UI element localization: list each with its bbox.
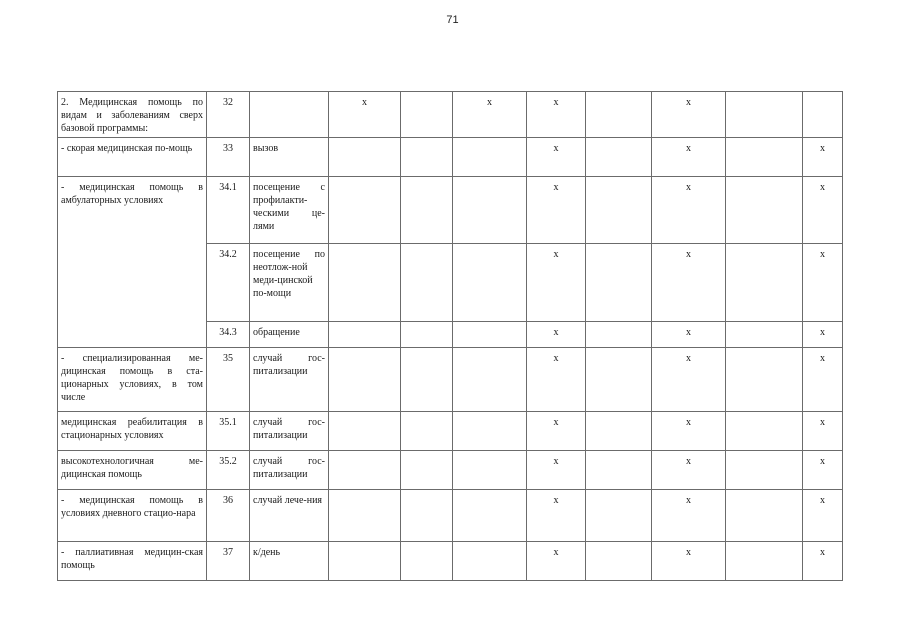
row-unit: посещение с профилакти-ческими це-лями xyxy=(250,177,329,244)
value-cell xyxy=(586,490,652,542)
row-number: 37 xyxy=(207,542,250,581)
value-cell: х xyxy=(803,244,843,322)
value-cell xyxy=(401,177,453,244)
value-cell xyxy=(401,244,453,322)
value-cell: х xyxy=(527,244,586,322)
value-cell: х xyxy=(652,138,726,177)
value-cell: х xyxy=(803,412,843,451)
value-cell xyxy=(726,92,803,138)
value-cell: х xyxy=(527,348,586,412)
value-cell xyxy=(401,322,453,348)
row-unit: случай гос-питализации xyxy=(250,348,329,412)
row-unit: случай гос-питализации xyxy=(250,451,329,490)
value-cell xyxy=(586,542,652,581)
table-row xyxy=(58,348,843,412)
value-cell: х xyxy=(527,451,586,490)
value-cell: х xyxy=(527,542,586,581)
value-cell xyxy=(453,542,527,581)
row-name: высокотехнологичная ме-дицинская помощь xyxy=(58,451,207,490)
row-number: 34.3 xyxy=(207,322,250,348)
table-row xyxy=(58,451,843,490)
value-cell: х xyxy=(527,177,586,244)
value-cell xyxy=(329,348,401,412)
row-name: - медицинская помощь в условиях дневного стацио-нара xyxy=(58,490,207,542)
value-cell: х xyxy=(329,92,401,138)
value-cell xyxy=(453,322,527,348)
value-cell: х xyxy=(652,92,726,138)
value-cell xyxy=(726,490,803,542)
value-cell xyxy=(453,138,527,177)
value-cell xyxy=(453,490,527,542)
value-cell: х xyxy=(652,451,726,490)
row-unit: вызов xyxy=(250,138,329,177)
value-cell xyxy=(401,490,453,542)
value-cell: х xyxy=(803,138,843,177)
value-cell xyxy=(401,92,453,138)
value-cell xyxy=(726,412,803,451)
table-container xyxy=(57,91,842,581)
row-name: - медицинская помощь в амбулаторных условиях xyxy=(58,177,207,348)
row-name: 2. Медицинская помощь по видам и заболеваниям сверх базовой программы: xyxy=(58,92,207,138)
table-row xyxy=(58,177,843,244)
value-cell xyxy=(329,138,401,177)
value-cell: х xyxy=(652,348,726,412)
value-cell xyxy=(329,322,401,348)
value-cell xyxy=(726,348,803,412)
value-cell: х xyxy=(527,92,586,138)
row-unit: случай лече-ния xyxy=(250,490,329,542)
row-name: медицинская реабилитация в стационарных условиях xyxy=(58,412,207,451)
value-cell xyxy=(329,451,401,490)
value-cell xyxy=(401,542,453,581)
value-cell: х xyxy=(803,322,843,348)
value-cell xyxy=(401,412,453,451)
value-cell: х xyxy=(453,92,527,138)
row-unit: посещение по неотлож-ной меди-цинской по-мощи xyxy=(250,244,329,322)
value-cell xyxy=(329,412,401,451)
value-cell: х xyxy=(803,542,843,581)
row-number: 32 xyxy=(207,92,250,138)
value-cell xyxy=(329,542,401,581)
table-row xyxy=(58,92,843,138)
table-row xyxy=(58,412,843,451)
value-cell: х xyxy=(527,322,586,348)
row-unit xyxy=(250,92,329,138)
value-cell xyxy=(803,92,843,138)
value-cell xyxy=(586,138,652,177)
value-cell: х xyxy=(652,244,726,322)
value-cell xyxy=(586,92,652,138)
value-cell xyxy=(453,451,527,490)
value-cell xyxy=(401,451,453,490)
value-cell xyxy=(401,138,453,177)
value-cell: х xyxy=(652,322,726,348)
value-cell xyxy=(586,412,652,451)
row-number: 34.1 xyxy=(207,177,250,244)
value-cell xyxy=(453,244,527,322)
row-name: - паллиативная медицин-ская помощь xyxy=(58,542,207,581)
value-cell xyxy=(329,177,401,244)
value-cell: х xyxy=(803,177,843,244)
value-cell xyxy=(586,322,652,348)
value-cell xyxy=(726,542,803,581)
value-cell: х xyxy=(527,412,586,451)
value-cell xyxy=(586,177,652,244)
value-cell: х xyxy=(527,138,586,177)
row-number: 34.2 xyxy=(207,244,250,322)
value-cell xyxy=(401,348,453,412)
table-row xyxy=(58,138,843,177)
row-number: 35.2 xyxy=(207,451,250,490)
value-cell: х xyxy=(652,177,726,244)
page-number: 71 xyxy=(446,14,459,26)
row-number: 35.1 xyxy=(207,412,250,451)
value-cell xyxy=(329,244,401,322)
value-cell: х xyxy=(652,490,726,542)
row-name: - скорая медицинская по-мощь xyxy=(58,138,207,177)
row-number: 36 xyxy=(207,490,250,542)
value-cell: х xyxy=(527,490,586,542)
value-cell xyxy=(586,244,652,322)
value-cell xyxy=(726,244,803,322)
value-cell xyxy=(329,490,401,542)
value-cell xyxy=(586,348,652,412)
row-unit: обращение xyxy=(250,322,329,348)
value-cell xyxy=(586,451,652,490)
row-unit: случай гос-питализации xyxy=(250,412,329,451)
value-cell: х xyxy=(803,348,843,412)
value-cell xyxy=(726,177,803,244)
value-cell xyxy=(726,322,803,348)
row-name: - специализированная ме-дицинская помощь в ста-ционарных условиях, в том числе xyxy=(58,348,207,412)
data-table xyxy=(57,91,843,581)
table-row xyxy=(58,490,843,542)
value-cell xyxy=(726,138,803,177)
value-cell xyxy=(726,451,803,490)
value-cell xyxy=(453,177,527,244)
table-row xyxy=(58,542,843,581)
value-cell: х xyxy=(652,412,726,451)
value-cell: х xyxy=(652,542,726,581)
value-cell: х xyxy=(803,451,843,490)
value-cell: х xyxy=(803,490,843,542)
row-unit: к/день xyxy=(250,542,329,581)
value-cell xyxy=(453,412,527,451)
value-cell xyxy=(453,348,527,412)
row-number: 35 xyxy=(207,348,250,412)
row-number: 33 xyxy=(207,138,250,177)
